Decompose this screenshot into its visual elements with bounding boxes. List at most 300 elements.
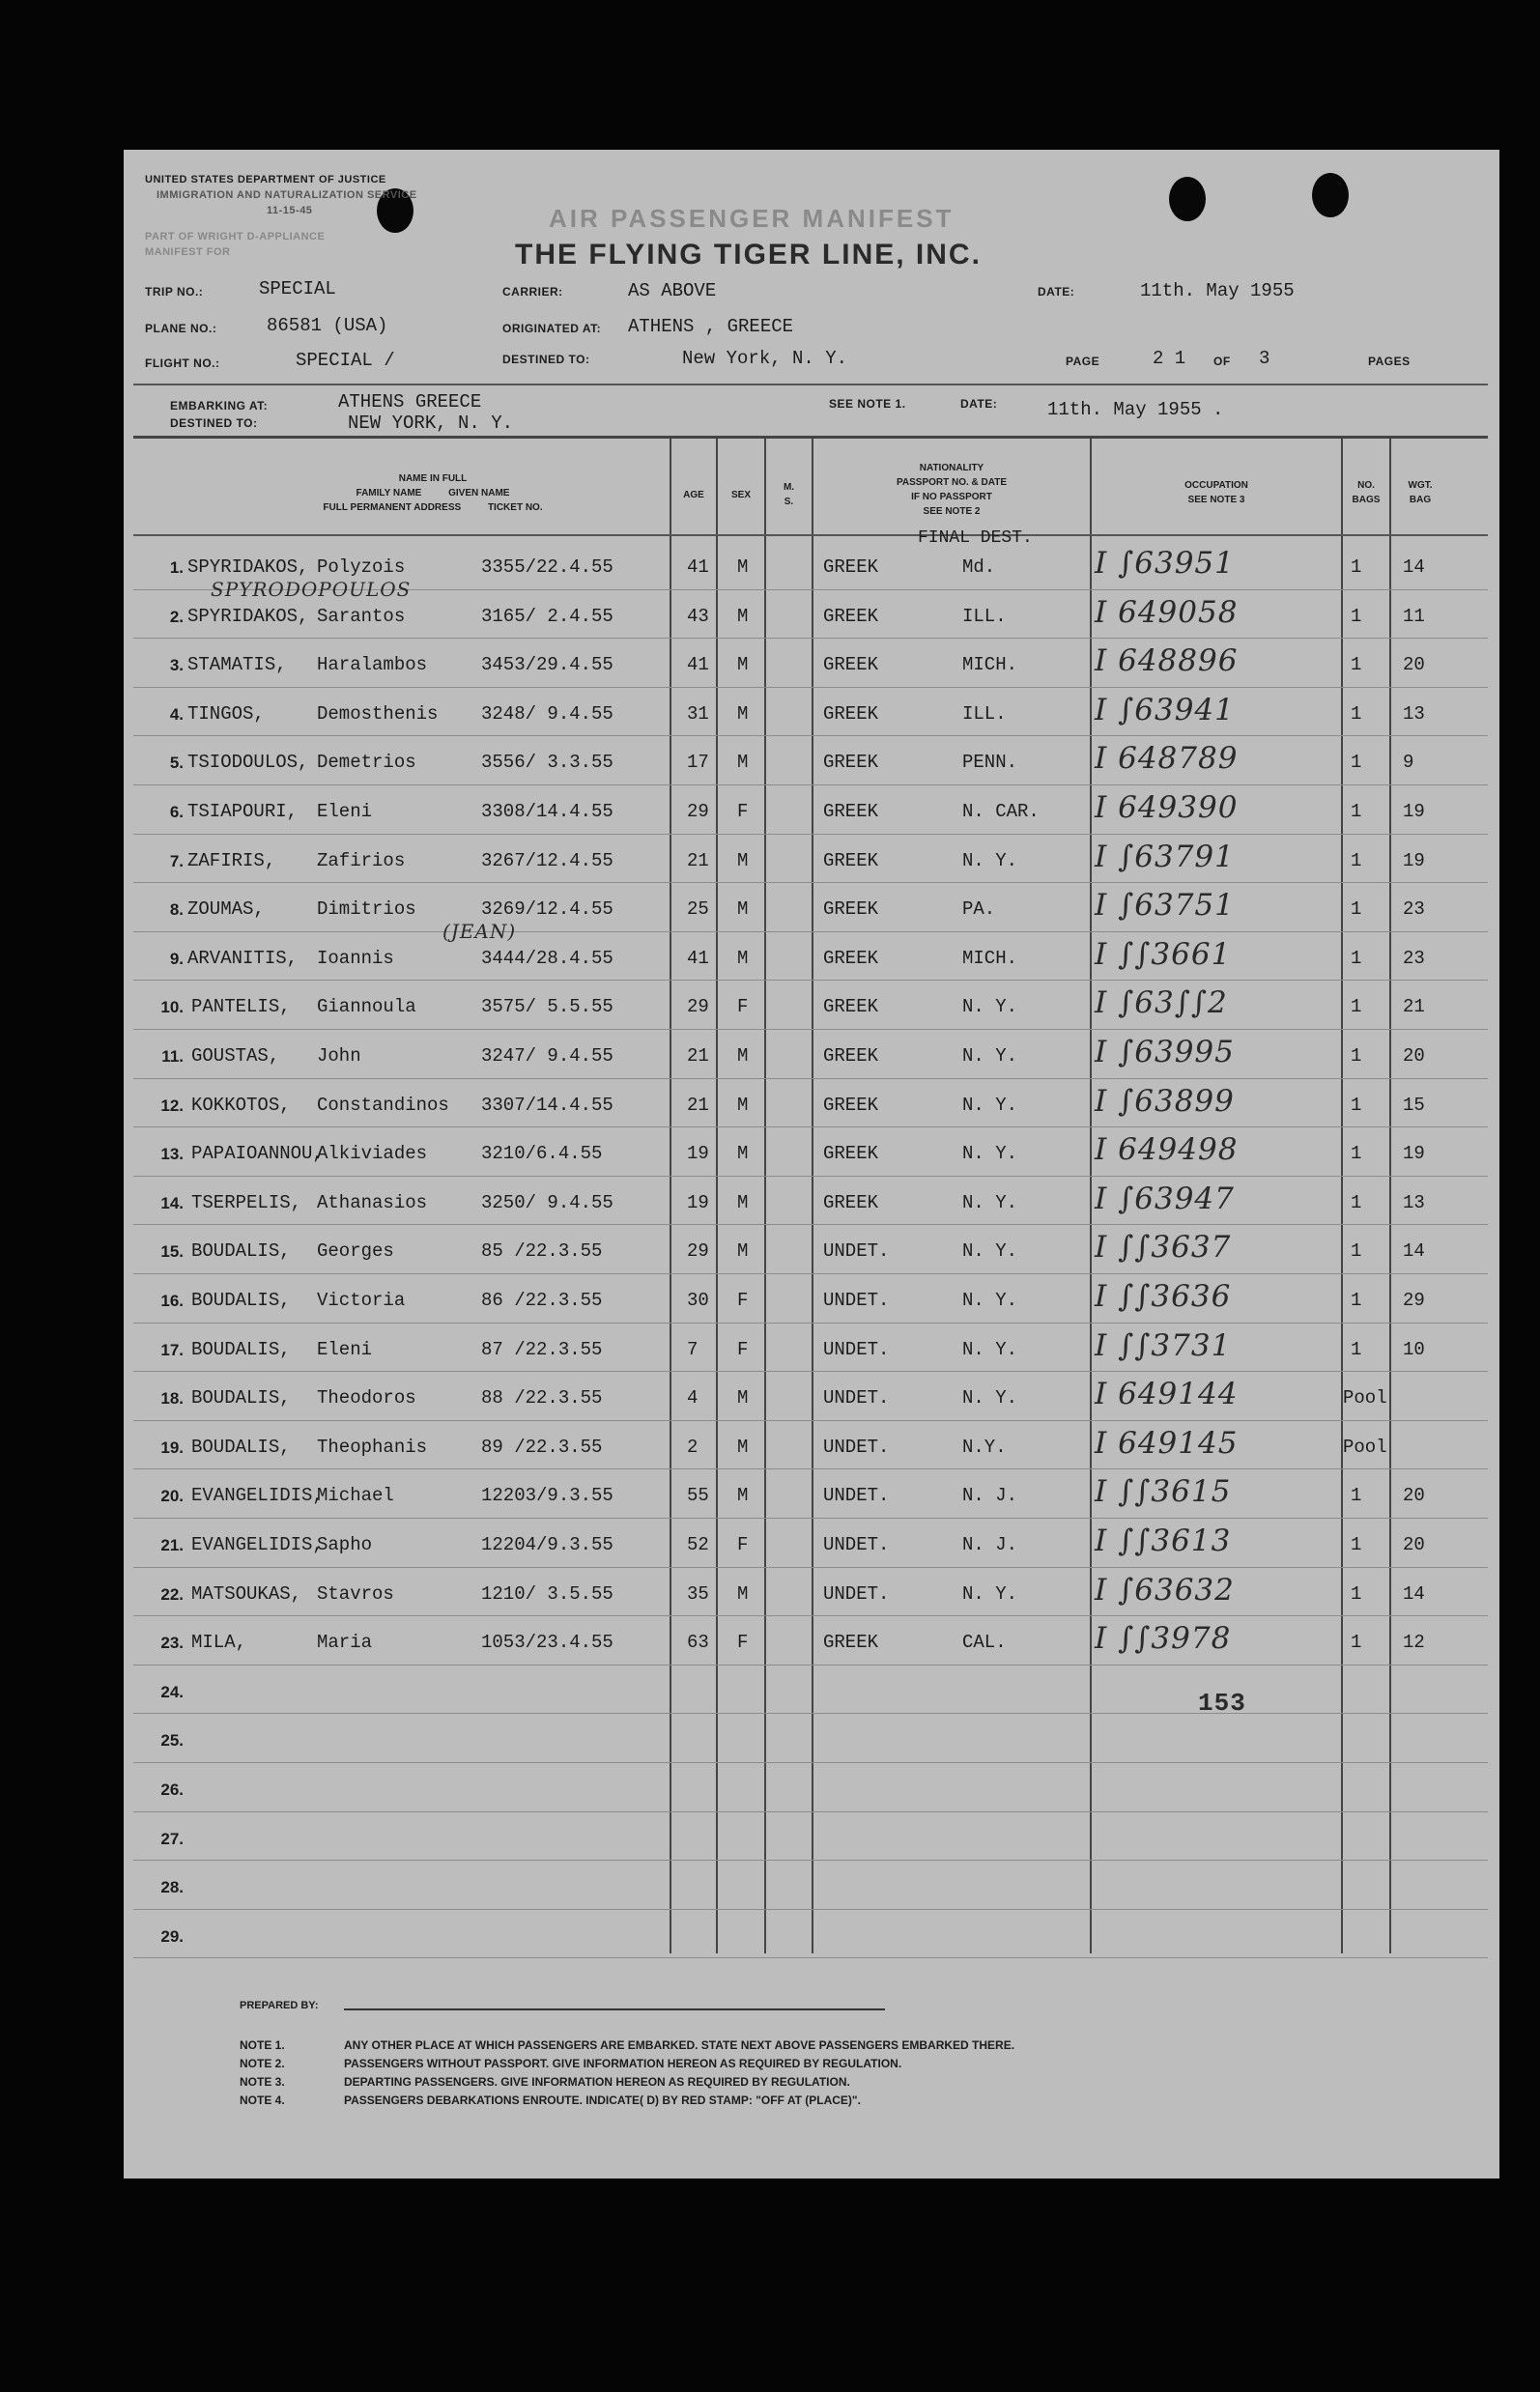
row-divider (133, 834, 1488, 835)
family-name: BOUDALIS, (191, 1290, 291, 1311)
family-name: ZAFIRIS, (187, 849, 276, 871)
row-divider (133, 882, 1488, 883)
age: 21 (687, 1094, 709, 1116)
nationality: GREEK (823, 1045, 879, 1067)
age: 7 (687, 1338, 699, 1360)
carrier: AS ABOVE (628, 280, 717, 301)
sex: M (737, 1436, 749, 1458)
bags: 1 (1351, 1582, 1362, 1605)
ticket-no: 86 /22.3.55 (481, 1290, 603, 1311)
final-destination: N. Y. (962, 1387, 1018, 1410)
ticket-no: 12203/9.3.55 (481, 1485, 613, 1507)
bags: 1 (1351, 1191, 1362, 1213)
sex: M (737, 1094, 749, 1116)
handwritten-annotation: (JEAN) (442, 919, 517, 943)
row-number: 9. (169, 949, 184, 968)
row-number: 15. (160, 1242, 184, 1262)
header-sex: SEX (730, 490, 751, 500)
age: 35 (687, 1582, 709, 1605)
passport-no: I ∫63899 (1095, 1083, 1235, 1119)
ticket-no: 3556/ 3.3.55 (481, 752, 613, 774)
age: 63 (687, 1632, 709, 1654)
bags: 1 (1351, 556, 1362, 578)
embarking: ATHENS GREECE (338, 391, 482, 413)
family-name: BOUDALIS, (191, 1240, 291, 1263)
agency-line-3: 11-15-45 (267, 205, 313, 216)
final-destination: N. Y. (962, 996, 1018, 1018)
passport-no: I ∫63947 (1095, 1181, 1235, 1216)
header-age: AGE (683, 490, 704, 500)
final-destination: N. Y. (962, 1240, 1018, 1263)
header-nat-line: PASSPORT NO. & DATE (896, 477, 1008, 488)
ticket-no: 87 /22.3.55 (481, 1338, 603, 1360)
row-number: 12. (160, 1096, 184, 1115)
header-occ-line: OCCUPATION (1184, 480, 1248, 491)
age: 4 (687, 1387, 699, 1410)
row-number: 1. (169, 558, 184, 577)
age: 21 (687, 849, 709, 871)
date-label: DATE: (1038, 285, 1075, 299)
row-number: 14. (160, 1193, 184, 1212)
header-bottom-border (133, 534, 1488, 536)
bags: 1 (1351, 801, 1362, 822)
ticket-no: 12204/9.3.55 (481, 1534, 613, 1555)
ticket-no: 3247/ 9.4.55 (481, 1045, 613, 1067)
row-divider (133, 1567, 1488, 1568)
final-destination: N. J. (962, 1485, 1018, 1507)
bags: 1 (1351, 1534, 1362, 1555)
weight: 23 (1403, 898, 1425, 921)
header-name (201, 471, 665, 515)
header-bags (1343, 478, 1389, 507)
given-name: Zafirios (317, 849, 406, 871)
age: 2 (687, 1436, 699, 1458)
note-label: NOTE 4. (240, 2093, 285, 2107)
pages-label: PAGES (1368, 355, 1411, 368)
header-name-line: NAME IN FULL (398, 473, 468, 484)
note-text: ANY OTHER PLACE AT WHICH PASSENGERS ARE EMBARKED. STATE NEXT ABOVE PASSENGERS EMBARKED THERE. (344, 2038, 1015, 2052)
row-divider (133, 1078, 1488, 1079)
given-name: Sarantos (317, 605, 406, 627)
passport-no: I ∫∫3615 (1095, 1474, 1232, 1510)
row-number: 29. (160, 1926, 184, 1946)
col-line-age (670, 439, 671, 1953)
age: 52 (687, 1534, 709, 1555)
given-name: Haralambos (317, 654, 428, 676)
col-line-wgt (1389, 439, 1391, 1953)
passport-no: I ∫63751 (1095, 888, 1235, 924)
trip-no: SPECIAL (259, 278, 336, 299)
nationality: GREEK (823, 898, 879, 921)
nationality: GREEK (823, 1191, 879, 1213)
bags: Pool (1343, 1436, 1387, 1458)
bags: 1 (1351, 1338, 1362, 1360)
embark-date-label: DATE: (960, 397, 998, 411)
nationality: UNDET. (823, 1534, 890, 1555)
stamp-number: 153 (1198, 1689, 1246, 1718)
row-number: 17. (160, 1340, 184, 1359)
nationality: UNDET. (823, 1290, 890, 1311)
passport-no: I 649390 (1095, 790, 1239, 825)
nationality: UNDET. (823, 1485, 890, 1507)
weight: 14 (1403, 1582, 1425, 1605)
row-divider (133, 1518, 1488, 1519)
nationality: UNDET. (823, 1240, 890, 1263)
row-divider (133, 1713, 1488, 1714)
passport-no: I ∫63∫∫2 (1095, 985, 1228, 1021)
final-destination: N. CAR. (962, 801, 1040, 822)
final-destination: CAL. (962, 1632, 1007, 1654)
embark-date: 11th. May 1955 . (1047, 399, 1224, 420)
row-divider (133, 1029, 1488, 1030)
trip-no-label: TRIP NO.: (145, 285, 204, 299)
nationality: GREEK (823, 801, 879, 822)
family-name: ARVANITIS, (187, 947, 299, 969)
bags: 1 (1351, 947, 1362, 969)
given-name: Sapho (317, 1534, 373, 1555)
final-destination: N. Y. (962, 1143, 1018, 1165)
embarking-label: EMBARKING AT: (170, 399, 269, 413)
row-divider (133, 1273, 1488, 1274)
note-text: DEPARTING PASSENGERS. GIVE INFORMATION HEREON AS REQUIRED BY REGULATION. (344, 2075, 850, 2089)
row-divider (133, 1762, 1488, 1763)
weight: 19 (1403, 849, 1425, 871)
sex: M (737, 947, 749, 969)
given-name: Victoria (317, 1290, 406, 1311)
weight: 12 (1403, 1632, 1425, 1654)
embark-destined-label: DESTINED TO: (170, 416, 258, 430)
final-destination: N. Y. (962, 1338, 1018, 1360)
given-name: Polyzois (317, 556, 406, 578)
row-number: 28. (160, 1878, 184, 1897)
final-destination: N. Y. (962, 1582, 1018, 1605)
page-total: 3 (1259, 348, 1270, 369)
weight: 15 (1403, 1094, 1425, 1116)
nationality: GREEK (823, 1632, 879, 1654)
family-name: PANTELIS, (191, 996, 291, 1018)
ticket-no: 1210/ 3.5.55 (481, 1582, 613, 1605)
sex: M (737, 1387, 749, 1410)
ticket-no: 3444/28.4.55 (481, 947, 613, 969)
header-nat-line: NATIONALITY (919, 463, 984, 473)
plane-no-label: PLANE NO.: (145, 322, 217, 335)
final-destination: N.Y. (962, 1436, 1007, 1458)
prepared-by-label: PREPARED BY: (240, 2000, 319, 2011)
row-divider (133, 1811, 1488, 1812)
given-name: Michael (317, 1485, 394, 1507)
row-number: 11. (161, 1047, 184, 1066)
bags: 1 (1351, 1632, 1362, 1654)
header-bags-line: BAGS (1352, 495, 1381, 505)
ticket-no: 1053/23.4.55 (481, 1632, 613, 1654)
final-destination: N. J. (962, 1534, 1018, 1555)
passport-no: I ∫63951 (1095, 546, 1235, 581)
family-name: MILA, (191, 1632, 247, 1654)
family-name: BOUDALIS, (191, 1436, 291, 1458)
sex: M (737, 605, 749, 627)
family-name: BOUDALIS, (191, 1338, 291, 1360)
weight: 9 (1403, 752, 1414, 774)
ticket-no: 3575/ 5.5.55 (481, 996, 613, 1018)
col-line-ms (764, 439, 766, 1953)
agency-line-1: UNITED STATES DEPARTMENT OF JUSTICE (145, 174, 386, 185)
row-number: 16. (160, 1292, 184, 1310)
age: 41 (687, 556, 709, 578)
row-number: 10. (160, 998, 184, 1017)
final-destination: MICH. (962, 654, 1018, 676)
originated: ATHENS , GREECE (628, 316, 794, 337)
row-divider (133, 784, 1488, 785)
given-name: Eleni (317, 1338, 373, 1360)
form-line-2: MANIFEST FOR (145, 246, 231, 258)
bags: 1 (1351, 1290, 1362, 1311)
weight: 19 (1403, 801, 1425, 822)
passport-no: I ∫∫3613 (1095, 1523, 1232, 1558)
row-number: 18. (160, 1389, 184, 1409)
passport-no: I ∫∫3637 (1095, 1230, 1232, 1266)
sex: F (737, 801, 749, 822)
row-number: 13. (160, 1145, 184, 1164)
family-name: BOUDALIS, (191, 1387, 291, 1410)
of-label: OF (1213, 355, 1231, 368)
weight: 13 (1403, 702, 1425, 725)
row-divider (133, 1665, 1488, 1666)
passport-no: I 648896 (1095, 643, 1239, 679)
row-divider (133, 638, 1488, 639)
nationality: GREEK (823, 947, 879, 969)
ticket-no: 3453/29.4.55 (481, 654, 613, 676)
date: 11th. May 1955 (1140, 280, 1295, 301)
given-name: Stavros (317, 1582, 394, 1605)
row-divider (133, 687, 1488, 688)
passport-no: I 649058 (1095, 594, 1239, 630)
sex: F (737, 1290, 749, 1311)
family-name: PAPAIOANNOU, (191, 1143, 324, 1165)
row-divider (133, 980, 1488, 981)
row-number: 22. (160, 1584, 184, 1604)
header-ms: M. S. (783, 482, 795, 507)
final-destination: N. Y. (962, 1094, 1018, 1116)
page-label: PAGE (1066, 355, 1100, 368)
given-name: Alkiviades (317, 1143, 428, 1165)
passport-no: I 649144 (1095, 1377, 1239, 1412)
embark-destined: NEW YORK, N. Y. (348, 413, 514, 434)
note-text: PASSENGERS DEBARKATIONS ENROUTE. INDICATE( D) BY RED STAMP: "OFF AT (PLACE)". (344, 2093, 861, 2107)
row-number: 23. (160, 1634, 184, 1653)
header-occupation (1092, 478, 1341, 507)
age: 29 (687, 1240, 709, 1263)
given-name: Maria (317, 1632, 373, 1654)
sex: F (737, 1632, 749, 1654)
passport-no: I 649145 (1095, 1425, 1239, 1461)
sex: M (737, 898, 749, 921)
row-divider (133, 1176, 1488, 1177)
final-destination: ILL. (962, 605, 1007, 627)
given-name: John (317, 1045, 361, 1067)
weight: 14 (1403, 556, 1425, 578)
header-nat-line: IF NO PASSPORT (911, 492, 992, 502)
row-number: 25. (160, 1731, 184, 1751)
ticket-no: 3210/6.4.55 (481, 1143, 603, 1165)
weight: 29 (1403, 1290, 1425, 1311)
given-name: Theodoros (317, 1387, 416, 1410)
ticket-no: 3308/14.4.55 (481, 801, 613, 822)
final-destination: ILL. (962, 702, 1007, 725)
weight: 20 (1403, 654, 1425, 676)
family-name: SPYRIDAKOS, (187, 605, 309, 627)
given-name: Giannoula (317, 996, 416, 1018)
table-top-border (133, 436, 1488, 439)
row-number: 6. (169, 803, 184, 821)
prepared-by-line (344, 2008, 885, 2010)
nationality: GREEK (823, 556, 879, 578)
final-destination: PA. (962, 898, 996, 921)
nationality: UNDET. (823, 1338, 890, 1360)
ticket-no: 3165/ 2.4.55 (481, 605, 613, 627)
bags: 1 (1351, 849, 1362, 871)
age: 43 (687, 605, 709, 627)
given-name: Demetrios (317, 752, 416, 774)
row-divider (133, 1126, 1488, 1127)
col-line-nat (812, 439, 813, 1953)
nationality: GREEK (823, 752, 879, 774)
family-name: TINGOS, (187, 702, 265, 725)
passport-no: I ∫∫3978 (1095, 1621, 1232, 1657)
age: 25 (687, 898, 709, 921)
sex: M (737, 1143, 749, 1165)
age: 31 (687, 702, 709, 725)
nationality: GREEK (823, 605, 879, 627)
nationality: GREEK (823, 1094, 879, 1116)
form-title: AIR PASSENGER MANIFEST (549, 204, 955, 233)
passport-no: I ∫63995 (1095, 1035, 1235, 1069)
punch-hole (1312, 173, 1349, 217)
header-wgt (1391, 478, 1449, 507)
weight: 19 (1403, 1143, 1425, 1165)
ticket-no: 89 /22.3.55 (481, 1436, 603, 1458)
sex: M (737, 1485, 749, 1507)
note-text: PASSENGERS WITHOUT PASSPORT. GIVE INFORMATION HEREON AS REQUIRED BY REGULATION. (344, 2057, 902, 2070)
note-label: NOTE 2. (240, 2057, 285, 2070)
sex: M (737, 849, 749, 871)
row-number: 8. (169, 900, 184, 920)
family-name: EVANGELIDIS, (191, 1485, 324, 1507)
family-name: GOUSTAS, (191, 1045, 280, 1067)
row-number: 19. (160, 1438, 184, 1457)
note-label: NOTE 1. (240, 2038, 285, 2052)
row-divider (133, 1909, 1488, 1910)
row-number: 7. (169, 851, 184, 870)
col-line-bags (1341, 439, 1343, 1953)
sex: M (737, 702, 749, 725)
col-line-sex (716, 439, 718, 1953)
header-wgt-line: WGT. (1408, 480, 1433, 491)
passport-no: I ∫63632 (1095, 1572, 1235, 1608)
passport-no: I ∫∫3661 (1095, 936, 1232, 972)
carrier-label: CARRIER: (502, 285, 563, 299)
sex: M (737, 1045, 749, 1067)
passport-no: I 649498 (1095, 1132, 1239, 1168)
destined-label: DESTINED TO: (502, 353, 590, 366)
final-destination: N. Y. (962, 1290, 1018, 1311)
row-divider (133, 1420, 1488, 1421)
header-nat-line: SEE NOTE 2 (923, 506, 981, 517)
bags: 1 (1351, 654, 1362, 676)
ticket-no: 3355/22.4.55 (481, 556, 613, 578)
weight: 21 (1403, 996, 1425, 1018)
originated-label: ORIGINATED AT: (502, 322, 602, 335)
row-divider (133, 931, 1488, 932)
weight: 20 (1403, 1534, 1425, 1555)
age: 17 (687, 752, 709, 774)
bags: 1 (1351, 898, 1362, 921)
header-name-line: FAMILY NAME GIVEN NAME (356, 488, 510, 498)
ticket-no: 3267/12.4.55 (481, 849, 613, 871)
form-line-1: PART OF WRIGHT D-APPLIANCE (145, 231, 326, 242)
bags: 1 (1351, 702, 1362, 725)
header-occ-line: SEE NOTE 3 (1187, 495, 1245, 505)
final-destination: N. Y. (962, 1191, 1018, 1213)
family-name: ZOUMAS, (187, 898, 265, 921)
nationality: UNDET. (823, 1387, 890, 1410)
plane-no: 86581 (USA) (267, 315, 388, 336)
age: 29 (687, 996, 709, 1018)
final-dest-label: FINAL DEST. (918, 528, 1033, 548)
given-name: Constandinos (317, 1094, 449, 1116)
sex: F (737, 1534, 749, 1555)
ticket-no: 3269/12.4.55 (481, 898, 613, 921)
sex: M (737, 1191, 749, 1213)
age: 21 (687, 1045, 709, 1067)
given-name: Athanasios (317, 1191, 428, 1213)
ticket-no: 88 /22.3.55 (481, 1387, 603, 1410)
family-name: TSERPELIS, (191, 1191, 302, 1213)
passport-no: I ∫∫3636 (1095, 1279, 1232, 1314)
age: 41 (687, 654, 709, 676)
given-name: Theophanis (317, 1436, 428, 1458)
row-divider (133, 1323, 1488, 1324)
divider (133, 384, 1488, 385)
destined: New York, N. Y. (682, 348, 848, 369)
row-number: 27. (160, 1829, 184, 1848)
family-name: TSIODOULOS, (187, 752, 309, 774)
page-number: 2 1 (1153, 348, 1186, 369)
family-name: STAMATIS, (187, 654, 287, 676)
final-destination: N. Y. (962, 1045, 1018, 1067)
family-name: KOKKOTOS, (191, 1094, 291, 1116)
sex: M (737, 752, 749, 774)
sex: F (737, 1338, 749, 1360)
flight-no-label: FLIGHT NO.: (145, 356, 220, 370)
nationality: GREEK (823, 849, 879, 871)
final-destination: N. Y. (962, 849, 1018, 871)
sex: F (737, 996, 749, 1018)
weight: 14 (1403, 1240, 1425, 1263)
flight-no: SPECIAL / (296, 350, 395, 371)
bags: 1 (1351, 1094, 1362, 1116)
weight: 23 (1403, 947, 1425, 969)
nationality: GREEK (823, 702, 879, 725)
final-destination: Md. (962, 556, 996, 578)
ticket-no: 85 /22.3.55 (481, 1240, 603, 1263)
row-divider (133, 1371, 1488, 1372)
row-divider (133, 735, 1488, 736)
company-name: THE FLYING TIGER LINE, INC. (515, 239, 982, 271)
nationality: UNDET. (823, 1582, 890, 1605)
weight: 10 (1403, 1338, 1425, 1360)
header-wgt-line: BAG (1409, 495, 1432, 505)
see-note-label: SEE NOTE 1. (829, 397, 906, 411)
